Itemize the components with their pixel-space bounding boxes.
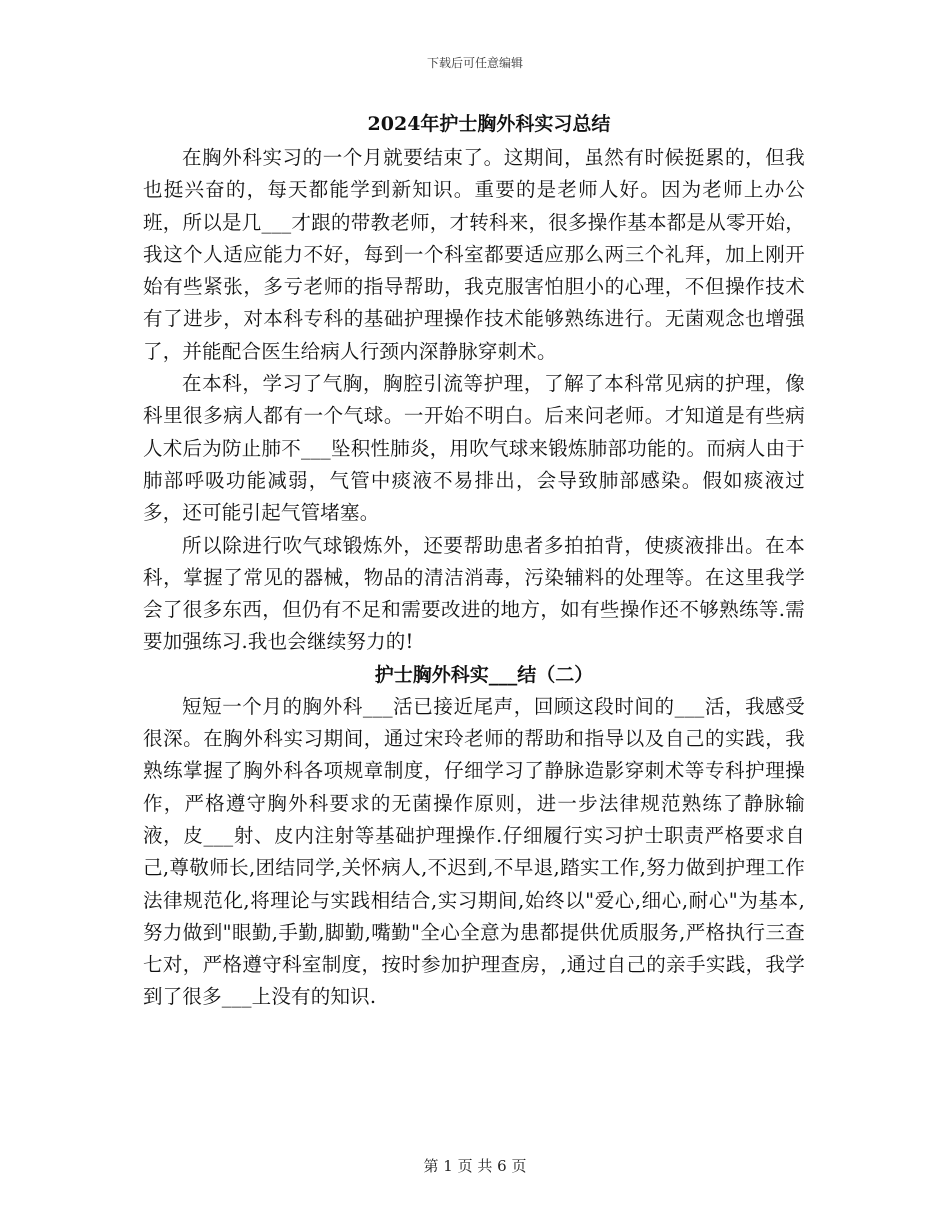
document-title: 2024年护士胸外科实习总结 <box>367 113 611 135</box>
paragraph: 短短一个月的胸外科___活已接近尾声，回顾这段时间的___活，我感受很深。在胸外科实习期间，通过宋玲老师的帮助和指导以及自己的实践，我熟练掌握了胸外科各项规章制度，仔细学习了静脉造影穿刺术等专科护理操作，严格遵守胸外科要求的无菌操作原则，进一步法律规范熟练了静脉输液，皮___射、皮内注射等基础护理操作.仔细履行实习护士职责严格要求自己,尊敬师长,团结同学,关怀病人,不迟到,不早退,踏实工作,努力做到护理工作法律规范化,将理论与实践相结合,实习期间,始终以"爱心,细心,耐心"为基本,努力做到"眼勤,手勤,脚勤,嘴勤"全心全意为患都提供优质服务,严格执行三查七对，严格遵守科室制度，按时参加护理查房，,通过自己的亲手实践，我学到了很多___上没有的知识. <box>143 694 805 1009</box>
paragraph: 在胸外科实习的一个月就要结束了。这期间，虽然有时候挺累的，但我也挺兴奋的，每天都能学到新知识。重要的是老师人好。因为老师上办公班，所以是几___才跟的带教老师，才转科来，很多操作基本都是从零开始，我这个人适应能力不好，每到一个科室都要适应那么两三个礼拜，加上刚开始有些紧张，多亏老师的指导帮助，我克服害怕胆小的心理，不但操作技术有了进步，对本科专科的基础护理操作技术能够熟练进行。无菌观念也增强了，并能配合医生给病人行颈内深静脉穿刺术。 <box>143 146 805 363</box>
paragraph: 在本科，学习了气胸，胸腔引流等护理，了解了本科常见病的护理，像科里很多病人都有一个气球。一开始不明白。后来问老师。才知道是有些病人术后为防止肺不___坠积性肺炎，用吹气球来锻炼肺部功能的。而病人由于肺部呼吸功能减弱，气管中痰液不易排出，会导致肺部感染。假如痰液过多，还可能引起气管堵塞。 <box>143 372 805 525</box>
page-header: 下载后可任意编辑 <box>426 56 523 70</box>
document-body <box>143 106 805 1014</box>
page-number: 第 1 页 共 6 页 <box>423 1157 527 1175</box>
section-subtitle: 护士胸外科实___结（二） <box>374 663 594 686</box>
paragraph: 所以除进行吹气球锻炼外，还要帮助患者多拍拍背，使痰液排出。在本科，掌握了常见的器械，物品的清洁消毒，污染辅料的处理等。在这里我学会了很多东西，但仍有不足和需要改进的地方，如有些操作还不够熟练等.需要加强练习.我也会继续努力的! <box>143 533 805 654</box>
